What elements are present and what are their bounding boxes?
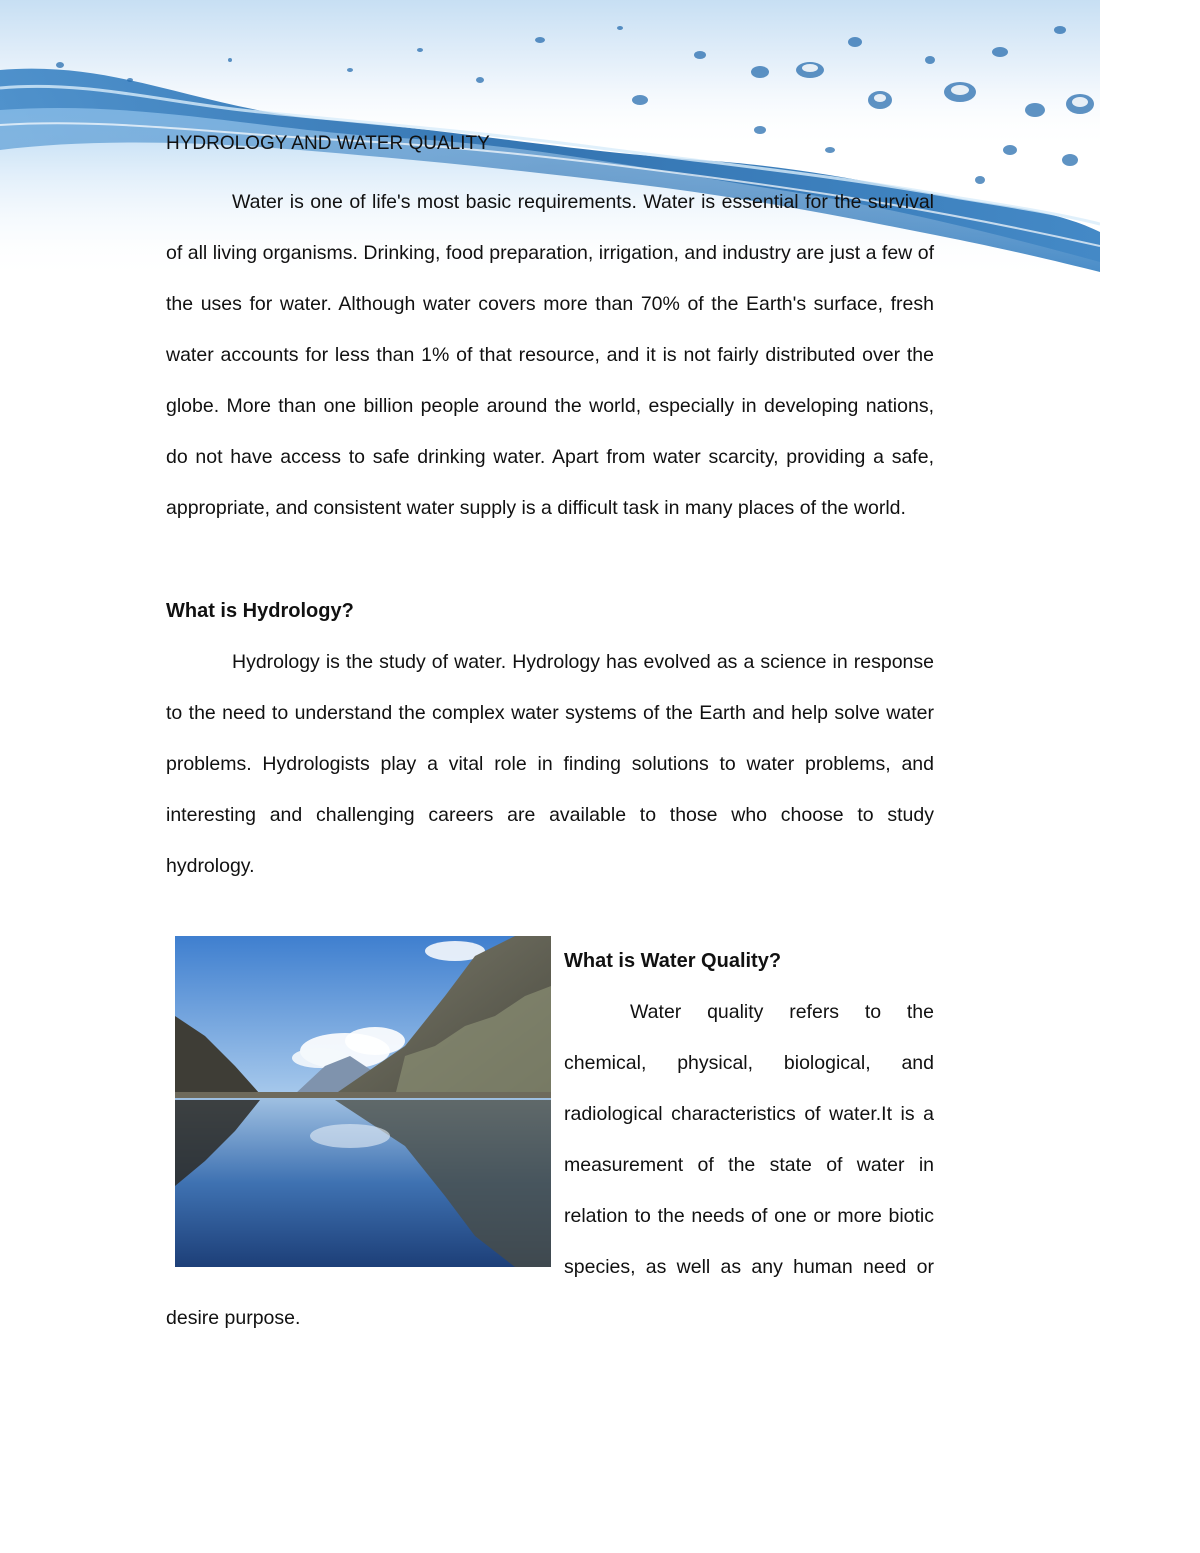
document-title: HYDROLOGY AND WATER QUALITY: [166, 133, 490, 154]
water-quality-section: [166, 936, 934, 1344]
section-heading-water-quality: What is Water Quality?: [564, 950, 782, 972]
section-heading-hydrology: What is Hydrology?: [166, 600, 354, 622]
document-body: [166, 126, 934, 1344]
hydrology-paragraph: Hydrology is the study of water. Hydrology has evolved as a science in response to the need to understand the complex water systems of the Earth and help solve water problems. Hydrologists play a vital role in finding solutions to water problems, and interesting and challenging careers are available to those who choose to study hydrology.: [166, 651, 934, 877]
mountain-lake-reflection-photo: [175, 936, 551, 1267]
water-quality-paragraph: Water quality refers to the chemical, physical, biological, and radiological characteristics of water.It is a measurement of the state of water in relation to the needs of one or more biotic species, as well as any human need or desire purpose.: [166, 1001, 934, 1329]
intro-paragraph: Water is one of life's most basic requirements. Water is essential for the survival of all living organisms. Drinking, food preparation, irrigation, and industry are just a few of the uses for water. Although water covers more than 70% of the Earth's surface, fresh water accounts for less than 1% of that resource, and it is not fairly distributed over the globe. More than one billion people around the world, especially in developing nations, do not have access to safe drinking water. Apart from water scarcity, providing a safe, appropriate, and consistent water supply is a difficult task in many places of the world.: [166, 191, 934, 519]
